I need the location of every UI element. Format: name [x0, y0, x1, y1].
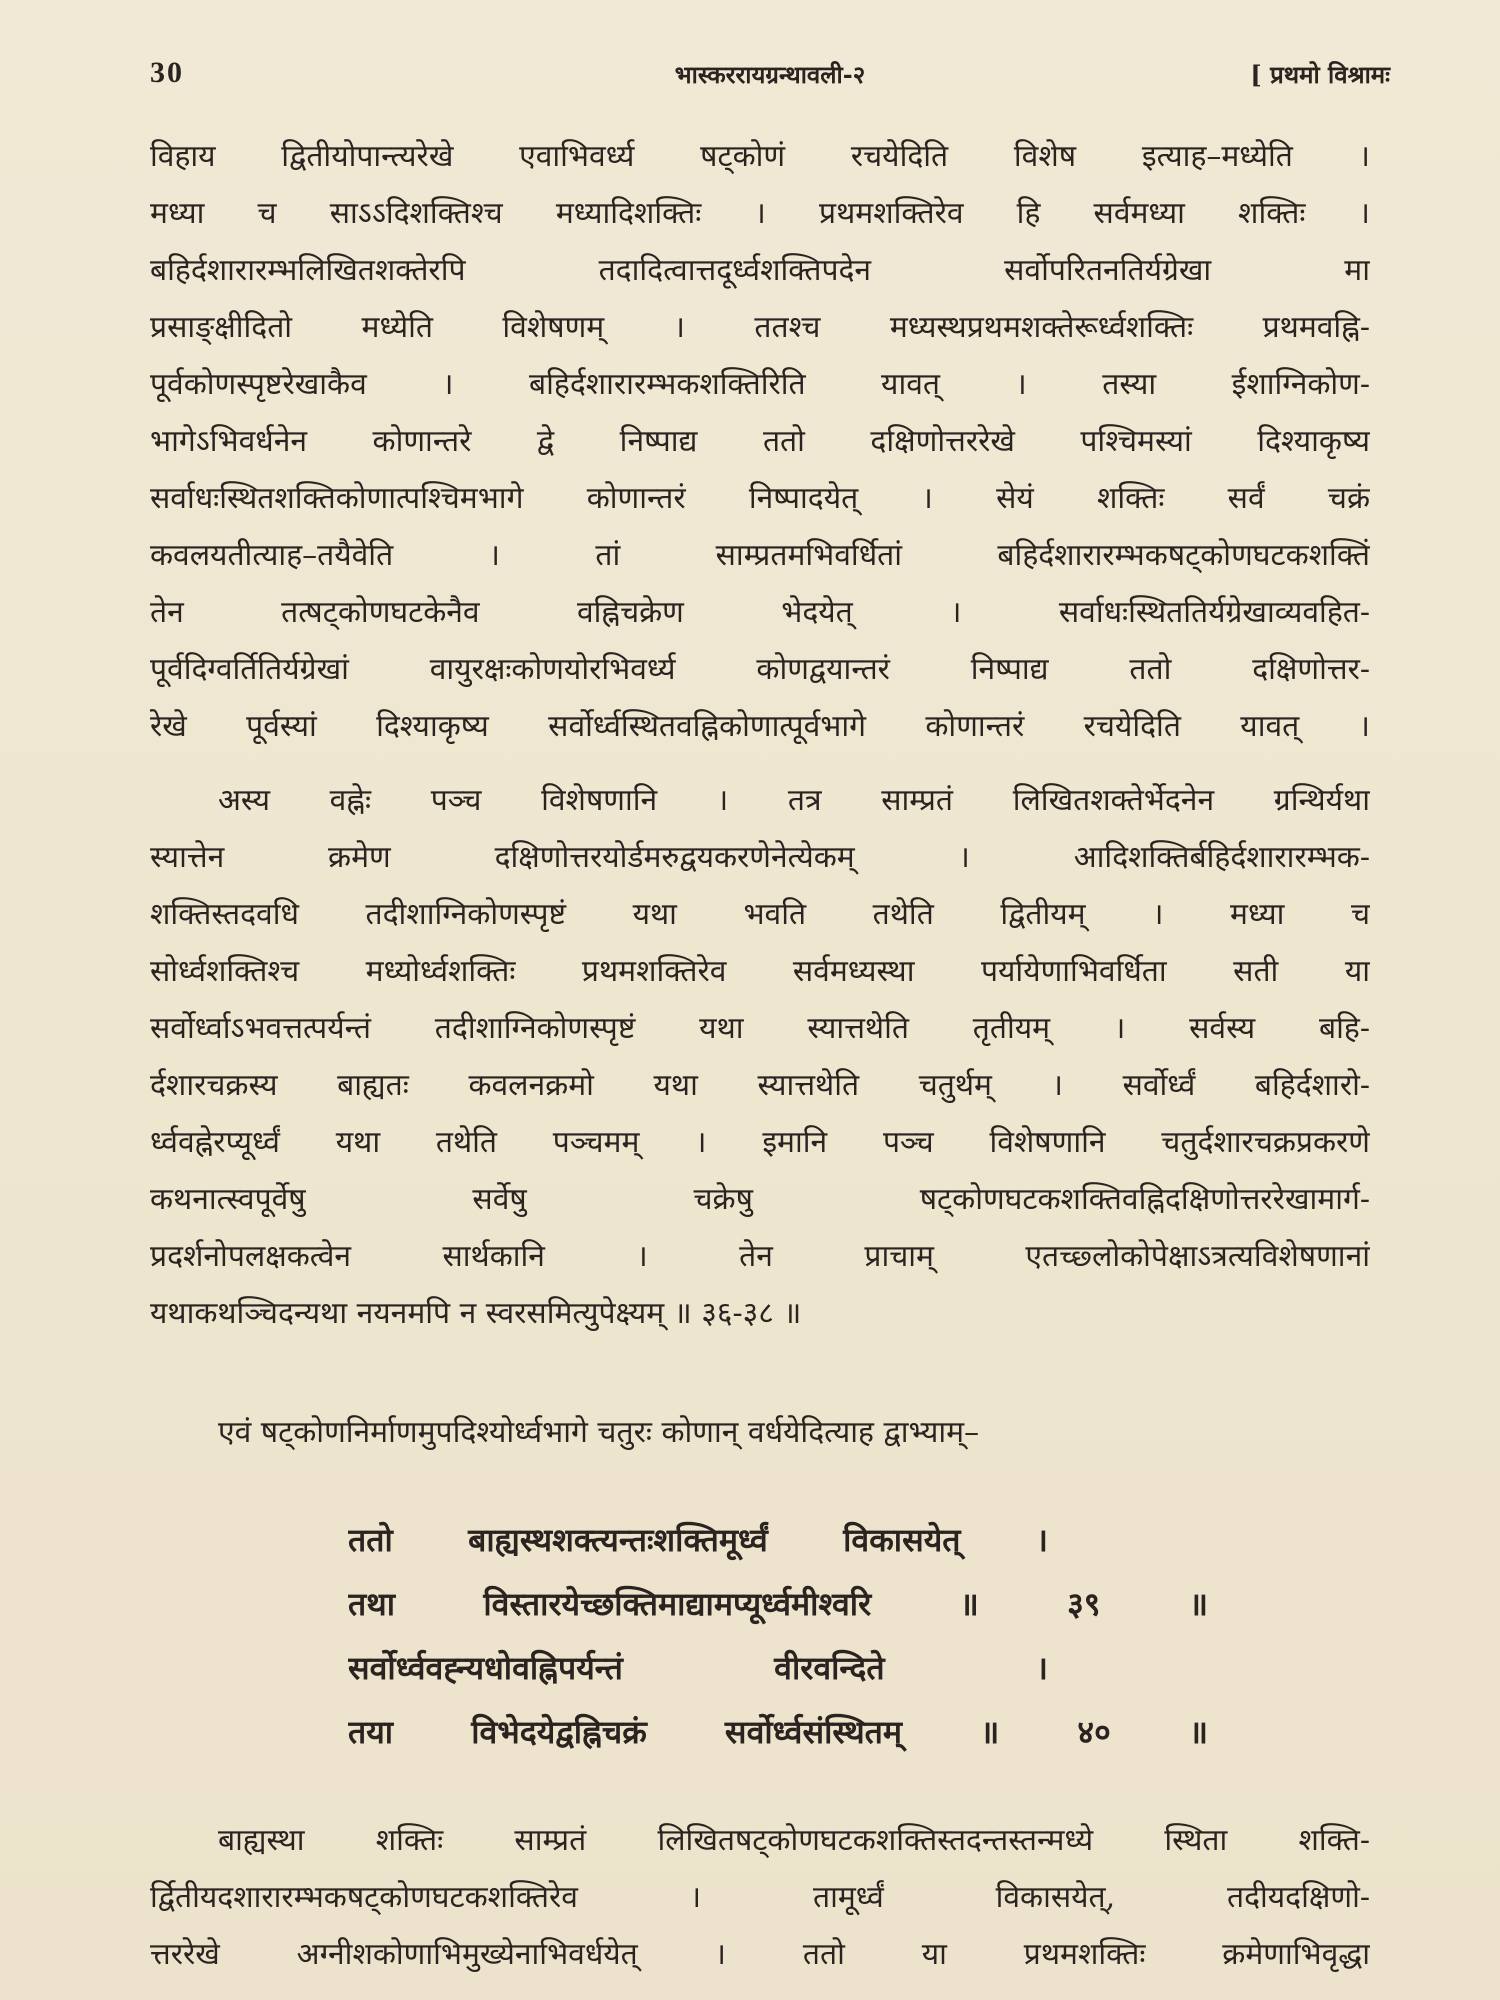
running-title: भास्कररायग्रन्थावली-२: [674, 60, 866, 89]
text-line: मध्या च साऽऽदिशक्तिश्च मध्यादिशक्तिः । प्रथमशक्तिरेव हि सर्वमध्या शक्तिः ।: [150, 196, 1370, 231]
text-line: भागेऽभिवर्धनेन कोणान्तरे द्वे निष्पाद्य ततो दक्षिणोत्तररेखे पश्चिमस्यां दिश्याकृष्य: [150, 424, 1370, 459]
verse-block: [348, 1508, 1208, 1764]
page-number: 30: [150, 56, 184, 89]
text-line: त्तररेखे अग्नीशकोणाभिमुख्येनाभिवर्धयेत् । ततो या प्रथमशक्तिः क्रमेणाभिवृद्धा: [150, 1937, 1370, 1972]
verse-line: तथा विस्तारयेच्छक्तिमाद्यामप्यूर्ध्वमीश्वरि ॥ ३९ ॥: [348, 1585, 1208, 1623]
text-line: र्ध्ववह्नेरप्यूर्ध्वं यथा तथेति पञ्चमम् । इमानि पञ्च विशेषणानि चतुर्दशारचक्रप्रकरणे: [150, 1125, 1370, 1160]
text-line: र्द्वितीयदशारारम्भकषट्कोणघटकशक्तिरेव । तामूर्ध्वं विकासयेत्, तदीयदक्षिणो-: [150, 1880, 1370, 1915]
text-line: पूर्वकोणस्पृष्टरेखाकैव । बहिर्दशारारम्भकशक्तिरिति यावत् । तस्या ईशाग्निकोण-: [150, 367, 1370, 402]
text-line: पूर्वदिग्वर्तितिर्यग्रेखां वायुरक्षःकोणयोरभिवर्ध्य कोणद्वयान्तरं निष्पाद्य ततो दक्षिणोत्तर-: [150, 652, 1370, 687]
text-line: स्यात्तेन क्रमेण दक्षिणोत्तरयोर्डमरुद्वयकरणेनेत्येकम् । आदिशक्तिर्बहिर्दशारारम्भक-: [150, 840, 1370, 875]
paragraph-3: [150, 1404, 1370, 1461]
text-line: विहाय द्वितीयोपान्त्यरेखे एवाभिवर्ध्य षट्कोणं रचयेदिति विशेष इत्याह–मध्येति ।: [150, 139, 1370, 174]
text-line: प्रदर्शनोपलक्षकत्वेन सार्थकानि । तेन प्राचाम् एतच्छ्लोकोपेक्षाऽत्रत्यविशेषणानां: [150, 1239, 1370, 1274]
text-line: कवलयतीत्याह–तयैवेति । तां साम्प्रतमभिवर्धितां बहिर्दशारारम्भकषट्कोणघटकशक्तिं: [150, 538, 1370, 573]
text-line: सर्वाधःस्थितशक्तिकोणात्पश्चिमभागे कोणान्तरं निष्पादयेत् । सेयं शक्तिः सर्वं चक्रं: [150, 481, 1370, 516]
text-line: शक्तिस्तदवधि तदीशाग्निकोणस्पृष्टं यथा भवति तथेति द्वितीयम् । मध्या च: [150, 897, 1370, 932]
text-line: बाह्यस्था शक्तिः साम्प्रतं लिखितषट्कोणघटकशक्तिस्तदन्तस्तन्मध्ये स्थिता शक्ति-: [218, 1823, 1370, 1858]
text-line: रेखे पूर्वस्यां दिश्याकृष्य सर्वोर्ध्वस्थितवह्निकोणात्पूर्वभागे कोणान्तरं रचयेदिति यावत् ।: [150, 709, 1370, 744]
paragraph-1: [150, 128, 1370, 755]
verse-line: ततो बाह्यस्थशक्त्यन्तःशक्तिमूर्ध्वं विकासयेत् ।: [348, 1521, 1048, 1559]
text-line: अस्य वह्नेः पञ्च विशेषणानि । तत्र साम्प्रतं लिखितशक्तेर्भेदनेन ग्रन्थिर्यथा: [218, 783, 1370, 818]
text-line: यथाकथञ्चिदन्यथा नयनमपि न स्वरसमित्युपेक्ष्यम् ॥ ३६-३८ ॥: [150, 1296, 802, 1331]
text-line: तेन तत्षट्कोणघटकेनैव वह्निचक्रेण भेदयेत् । सर्वाधःस्थिततिर्यग्रेखाव्यवहित-: [150, 595, 1370, 630]
text-line: र्दशारचक्रस्य बाह्यतः कवलनक्रमो यथा स्यात्तथेति चतुर्थम् । सर्वोर्ध्वं बहिर्दशारो-: [150, 1068, 1370, 1103]
text-line: प्रसाङ्क्षीदितो मध्येति विशेषणम् । ततश्च मध्यस्थप्रथमशक्तेरूर्ध्वशक्तिः प्रथमवह्नि-: [150, 310, 1370, 345]
text-line: बहिर्दशारारम्भलिखितशक्तेरपि तदादित्वात्तदूर्ध्वशक्तिपदेन सर्वोपरितनतिर्यग्रेखा मा: [150, 253, 1370, 288]
verse-line: तया विभेदयेद्वह्निचक्रं सर्वोर्ध्वसंस्थितम् ॥ ४० ॥: [348, 1713, 1208, 1751]
text-line: सर्वोर्ध्वाऽभवत्तत्पर्यन्तं तदीशाग्निकोणस्पृष्टं यथा स्यात्तथेति तृतीयम् । सर्वस्य बहि-: [150, 1011, 1370, 1046]
text-line: कथनात्स्वपूर्वेषु सर्वेषु चक्रेषु षट्कोणघटकशक्तिवह्निदक्षिणोत्तररेखामार्ग-: [150, 1182, 1370, 1217]
text-line: एवं षट्कोणनिर्माणमुपदिश्योर्ध्वभागे चतुरः कोणान् वर्धयेदित्याह द्वाभ्याम्–: [218, 1415, 980, 1450]
paragraph-4: [150, 1812, 1370, 1983]
page-header: [150, 50, 1390, 100]
text-line: सोर्ध्वशक्तिश्च मध्योर्ध्वशक्तिः प्रथमशक्तिरेव सर्वमध्यस्था पर्यायेणाभिवर्धिता सती या: [150, 954, 1370, 989]
paragraph-2: [150, 772, 1370, 1342]
section-title: [ प्रथमो विश्रामः: [1250, 60, 1390, 89]
verse-line: सर्वोर्ध्ववह्न्यधोवह्निपर्यन्तं वीरवन्दिते ।: [348, 1649, 1048, 1687]
